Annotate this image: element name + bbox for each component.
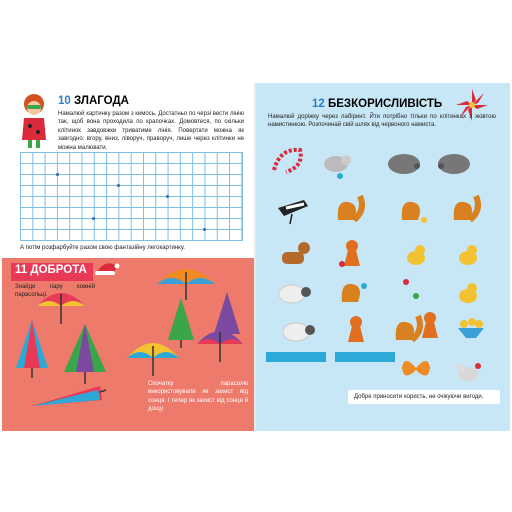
section-number: 11 <box>15 264 28 276</box>
section-11-header <box>15 264 87 276</box>
maze-cell <box>318 142 356 182</box>
grid-dot <box>56 173 59 176</box>
ladybug-girl-illustration <box>18 92 50 152</box>
maze-cell <box>398 348 436 388</box>
santa-hat-icon <box>94 258 120 276</box>
maze-cell <box>450 234 488 274</box>
section-12-instructions: Намалюй доріжку через лабіринт. Йти потрібно тільки по клітинках з жовтою намистинкою. Розпочинай свій шлях від червоного намиста. <box>268 114 496 129</box>
umbrella-icon <box>12 318 52 380</box>
umbrella-icon <box>195 324 245 364</box>
maze-cell <box>334 234 372 274</box>
section-number: 12 <box>312 98 325 110</box>
maze-cell <box>338 310 376 350</box>
section-title: ДОБРОТА <box>30 264 87 276</box>
maze-cell <box>276 272 314 312</box>
umbrella-icon <box>60 322 110 386</box>
section-10-instructions: Намалюй картинку разом з кимось. Достатньо по черзі вести лінію так, щоб вона проходила по крапочках. Домовтеся, по скільки клітинок завдовжки триватиме лінія. Повертати можна як завгодно: вгору, вниз, ліворуч, праворуч, лише через клітинки не можна малювати. <box>58 111 244 151</box>
section-number: 10 <box>58 95 71 107</box>
decorative-banner <box>335 352 395 362</box>
grid-dot <box>166 195 169 198</box>
dot-grid <box>20 152 243 241</box>
umbrella-icon <box>125 336 181 378</box>
maze-cell <box>450 348 488 388</box>
maze-cell <box>334 272 372 312</box>
umbrella-icon <box>28 378 108 414</box>
section-title: ЗЛАГОДА <box>74 95 129 107</box>
maze-cell <box>280 310 318 350</box>
grid-dot <box>117 184 120 187</box>
maze-cell <box>276 234 314 274</box>
section-12-moral: Добре приносити користь, не очікуючи вигоди. <box>354 394 484 400</box>
maze-cell <box>452 310 490 350</box>
section-10-header <box>58 95 129 107</box>
decode-instruction: А потім розфарбуйте разом свою фантазійну легокартинку. <box>20 245 185 251</box>
section-title: БЕЗКОРИСЛИВІСТЬ <box>328 98 443 110</box>
maze-cell <box>398 234 436 274</box>
maze-cell <box>384 142 422 182</box>
grid-dot <box>92 217 95 220</box>
maze-cell <box>436 142 474 182</box>
maze-cell <box>450 272 488 312</box>
section-12-header <box>312 98 442 110</box>
maze-cell <box>412 306 450 346</box>
maze-cell <box>330 190 368 230</box>
maze-cell <box>274 190 312 230</box>
umbrella-fact-caption: Спочатку парасолю використовували як захист від сонця. І тепер як захист від сонця й дощу. <box>148 381 248 413</box>
maze-cell <box>270 142 308 182</box>
decorative-banner <box>266 352 326 362</box>
grid-dot <box>203 228 206 231</box>
section-11-instructions: Знайди пару кожній парасольці. <box>15 284 95 299</box>
maze-cell <box>446 190 484 230</box>
maze-cell <box>394 190 432 230</box>
